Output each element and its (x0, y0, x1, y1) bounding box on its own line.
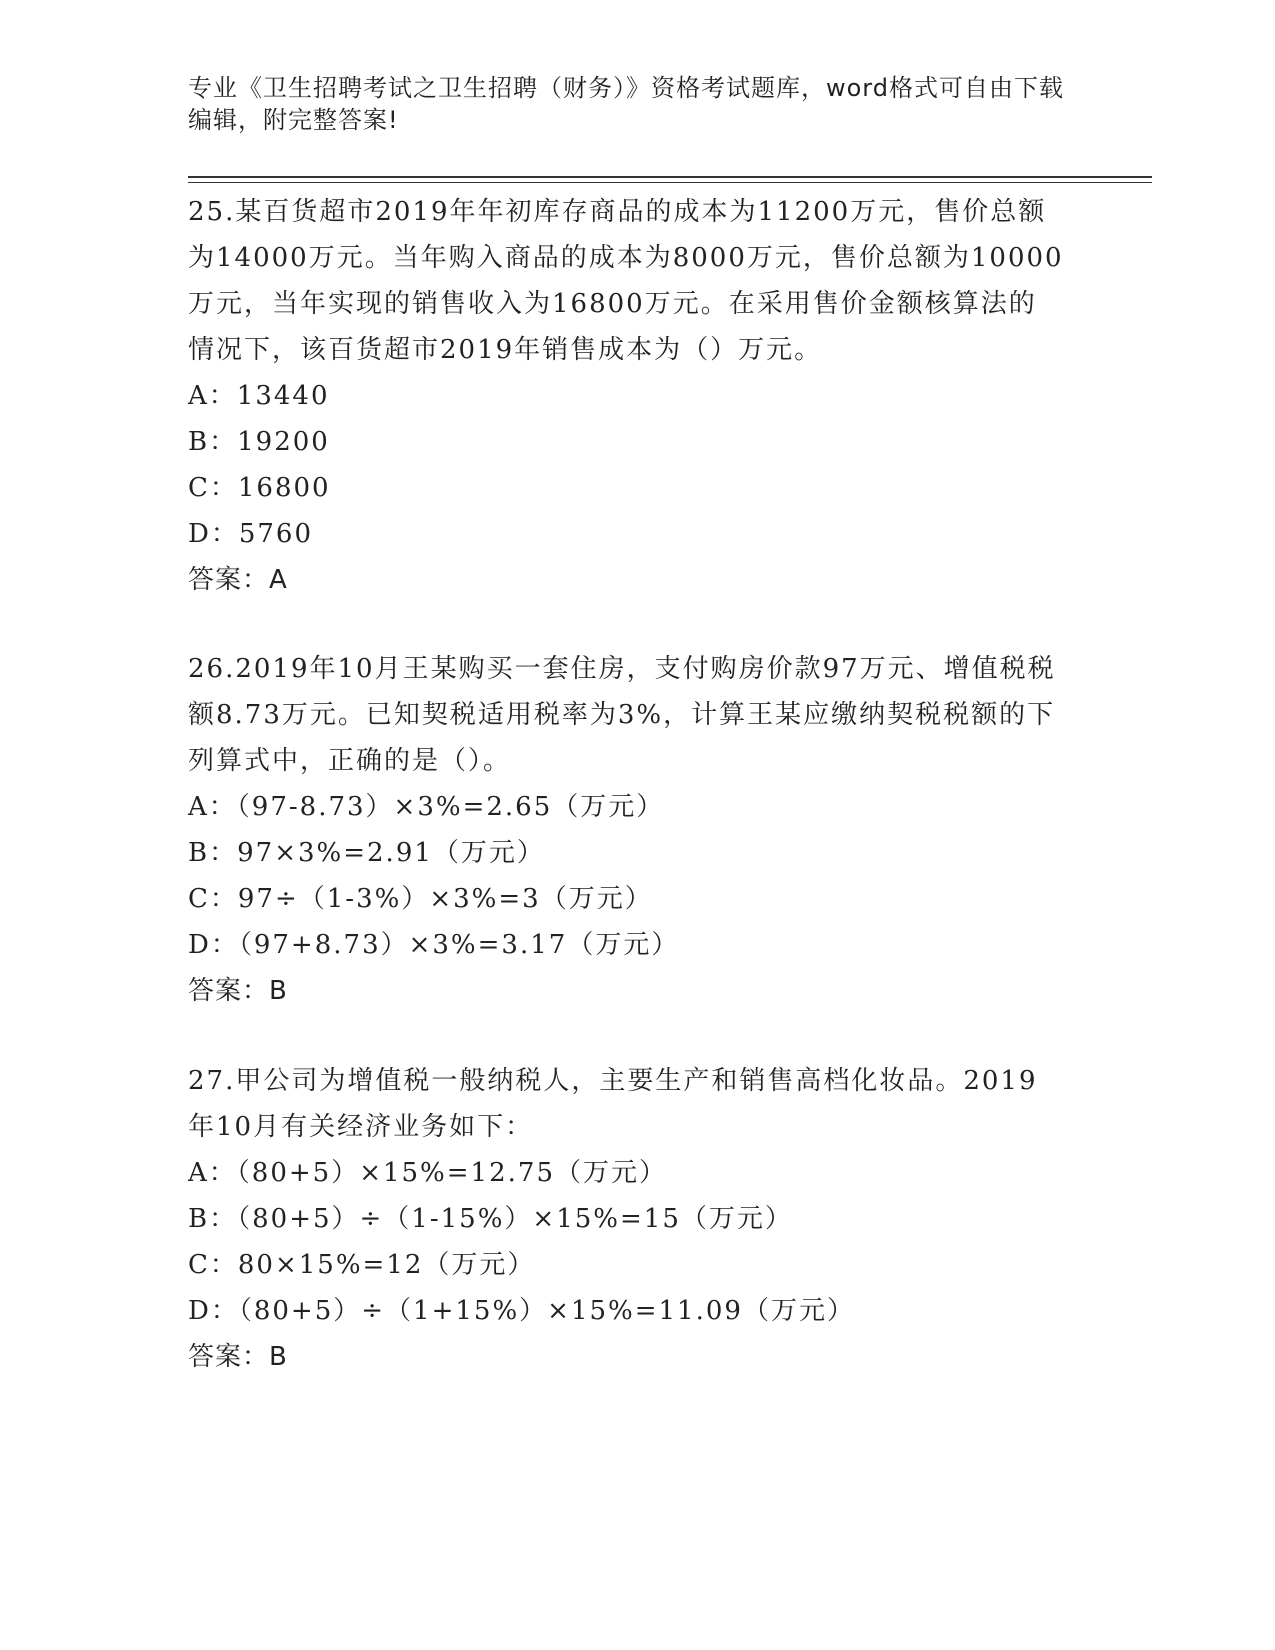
option-c: C：97÷（1-3%）×3%=3（万元） (188, 884, 653, 914)
stem-line: 年10月有关经济业务如下： (188, 1112, 534, 1142)
question-stem (188, 189, 1088, 373)
stem-line: 26.2019年10月王某购买一套住房，支付购房价款97万元、增值税税 (188, 654, 1056, 684)
option-d: D：（80+5）÷（1+15%）×15%=11.09（万元） (188, 1296, 855, 1326)
stem-line: 额8.73万元。已知契税适用税率为3%，计算王某应缴纳契税税额的下 (188, 700, 1056, 730)
stem-line: 25.某百货超市2019年年初库存商品的成本为11200万元，售价总额 (188, 197, 1047, 227)
question-stem (188, 646, 1088, 784)
stem-line: 万元，当年实现的销售收入为16800万元。在采用售价金额核算法的 (188, 289, 1037, 319)
document-header (188, 72, 1088, 136)
header-line-2: 编辑，附完整答案! (188, 106, 399, 134)
header-divider-thick (188, 176, 1152, 178)
answer-label: 答案：A (188, 565, 288, 595)
stem-line: 情况下，该百货超市2019年销售成本为（）万元。 (188, 335, 823, 365)
option-b: B：19200 (188, 427, 330, 457)
option-d: D：（97+8.73）×3%=3.17（万元） (188, 930, 680, 960)
option-a: A：（97-8.73）×3%=2.65（万元） (188, 792, 665, 822)
answer-label: 答案：B (188, 1342, 288, 1372)
option-c: C：80×15%=12（万元） (188, 1250, 536, 1280)
header-line-1: 专业《卫生招聘考试之卫生招聘（财务）》资格考试题库，word格式可自由下载 (188, 74, 1064, 102)
option-b: B：97×3%=2.91（万元） (188, 838, 545, 868)
stem-line: 27.甲公司为增值税一般纳税人，主要生产和销售高档化妆品。2019 (188, 1066, 1038, 1096)
question-26 (188, 646, 1088, 1014)
option-a: A：（80+5）×15%=12.75（万元） (188, 1158, 667, 1188)
question-25 (188, 189, 1088, 603)
question-27 (188, 1058, 1088, 1380)
option-c: C：16800 (188, 473, 331, 503)
answer-label: 答案：B (188, 976, 288, 1006)
option-b: B：（80+5）÷（1-15%）×15%=15（万元） (188, 1204, 793, 1234)
stem-line: 为14000万元。当年购入商品的成本为8000万元，售价总额为10000 (188, 243, 1064, 273)
header-divider-thin (188, 182, 1152, 183)
option-a: A：13440 (188, 381, 330, 411)
stem-line: 列算式中，正确的是（）。 (188, 746, 512, 776)
question-stem (188, 1058, 1088, 1150)
option-d: D：5760 (188, 519, 314, 549)
